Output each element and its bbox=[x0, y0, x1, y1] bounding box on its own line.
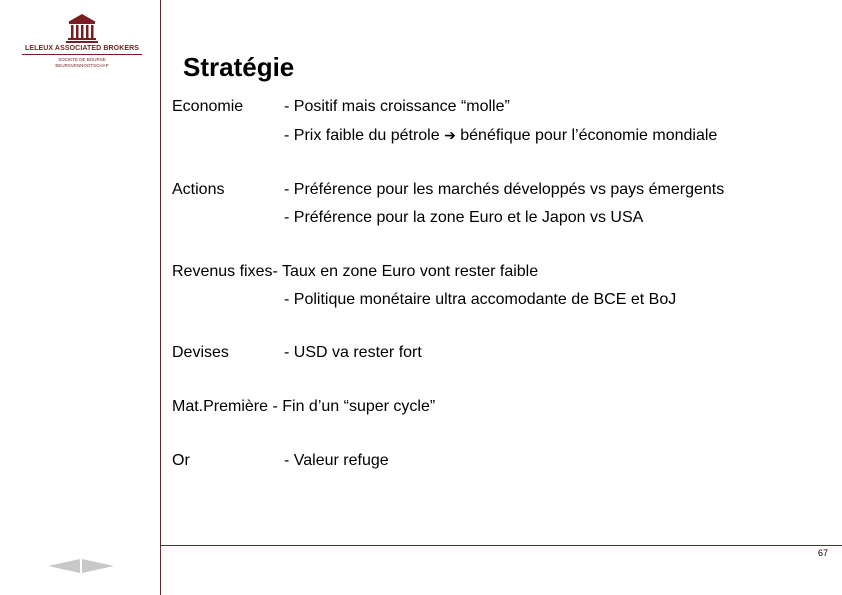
section-label-revenus-fixes: Revenus fixes- Taux en zone Euro vont rester faible bbox=[172, 263, 539, 280]
right-arrow-icon: ➔ bbox=[444, 127, 456, 143]
devises-item-1: - USD va rester fort bbox=[284, 344, 422, 361]
logo-subtitle-1: SOCIETE DE BOURSE bbox=[58, 57, 106, 62]
section-label-matieres-premieres: Mat.Première - Fin d’un “super cycle” bbox=[172, 398, 436, 415]
actions-item-2: - Préférence pour la zone Euro et le Japon vs USA bbox=[284, 209, 644, 226]
revenus-fixes-item-1: - Politique monétaire ultra accomodante de BCE et BoJ bbox=[284, 291, 677, 308]
section-label-actions: Actions bbox=[172, 181, 225, 198]
slide-title: Stratégie bbox=[183, 52, 295, 82]
economie-item-1: - Positif mais croissance “molle” bbox=[284, 98, 510, 115]
section-label-economie: Economie bbox=[172, 98, 244, 115]
logo-subtitle-2: BEURSVENNOOTSCHAP bbox=[55, 62, 109, 68]
or-item-1: - Valeur refuge bbox=[284, 452, 389, 469]
previous-slide-icon[interactable] bbox=[48, 559, 80, 573]
vertical-divider bbox=[160, 0, 161, 595]
section-label-or: Or bbox=[172, 452, 190, 469]
building-logo-icon bbox=[66, 12, 98, 44]
next-slide-icon[interactable] bbox=[82, 559, 114, 573]
actions-item-1: - Préférence pour les marchés développés vs pays émergents bbox=[284, 181, 725, 198]
economie-item-2 bbox=[284, 127, 717, 145]
footer-divider bbox=[160, 545, 842, 546]
economie-item-2-post: bénéfique pour l’économie mondiale bbox=[455, 127, 718, 144]
logo-name: LELEUX ASSOCIATED BROKERS bbox=[24, 45, 140, 52]
page-number: 67 bbox=[818, 548, 829, 558]
company-logo bbox=[18, 12, 146, 72]
logo-rule bbox=[22, 54, 142, 55]
economie-item-2-pre: - Prix faible du pétrole bbox=[284, 127, 445, 144]
section-label-devises: Devises bbox=[172, 344, 229, 361]
